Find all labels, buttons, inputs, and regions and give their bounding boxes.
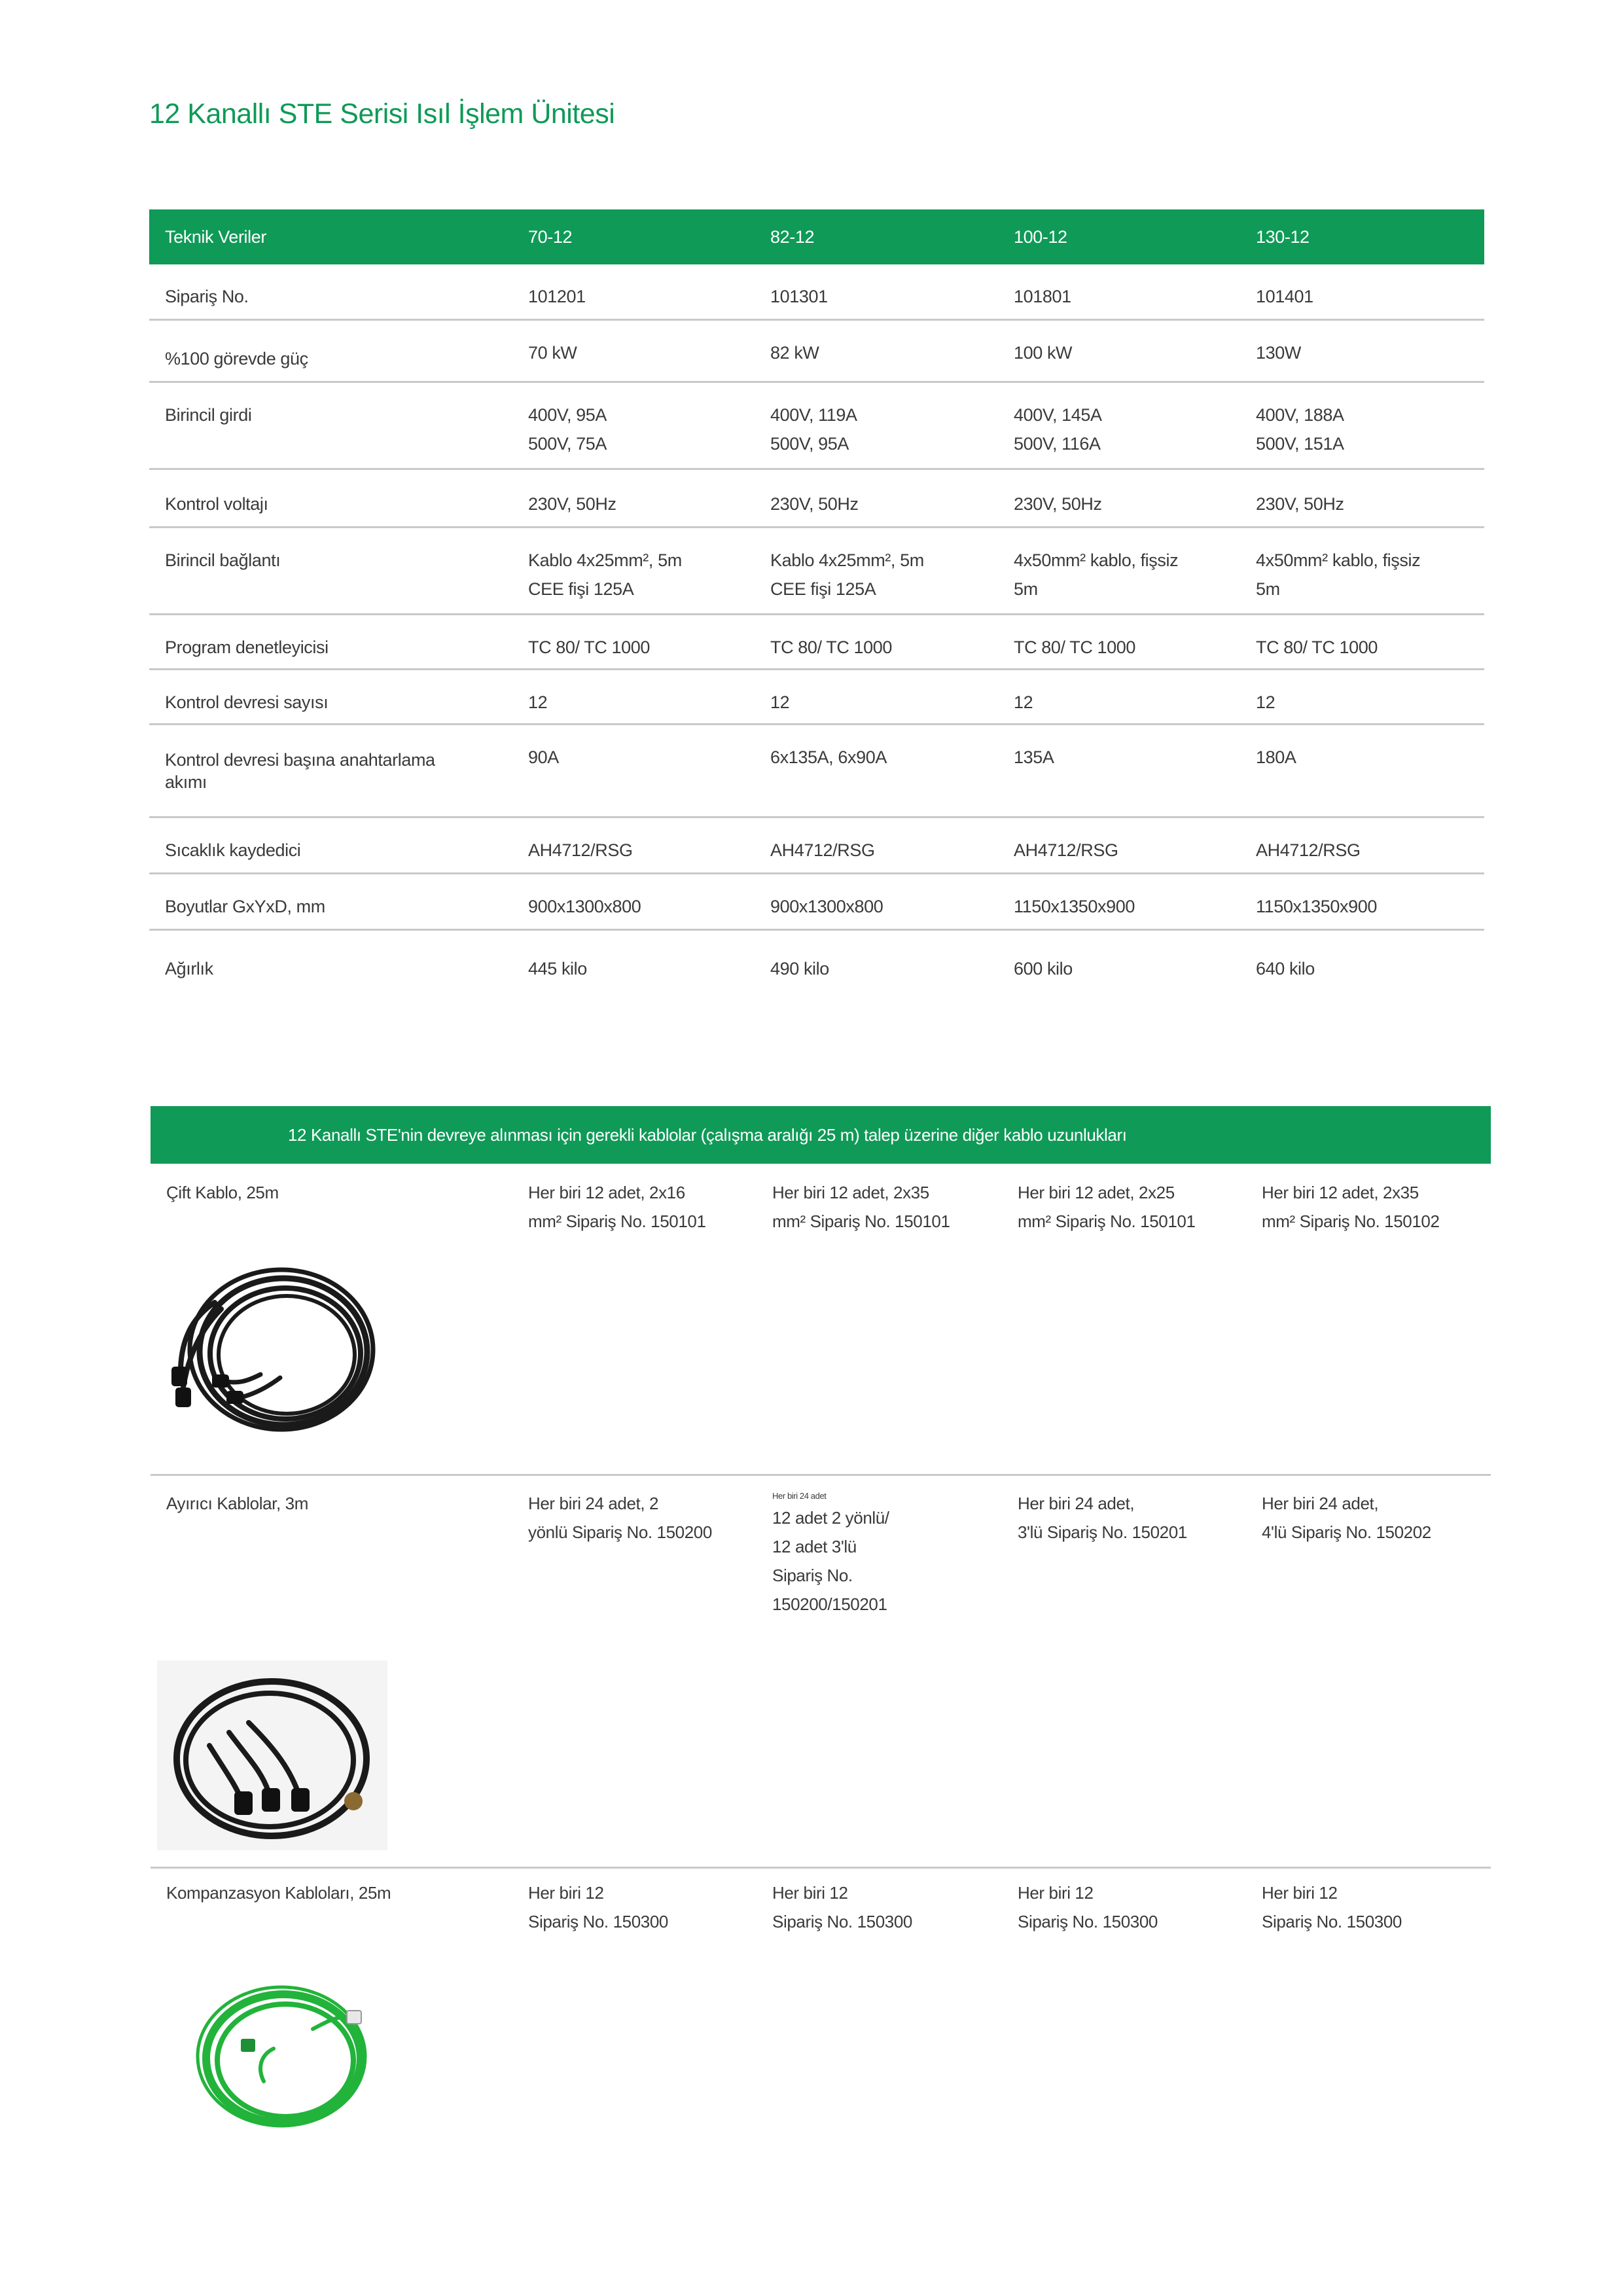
cell-line: Sipariş No. 150300 [528, 1912, 668, 1931]
table-cell: 1150x1350x900 [1240, 874, 1484, 930]
column-header: 70-12 [512, 209, 755, 264]
table-cell [1240, 528, 1484, 615]
row-label: Boyutlar GxYxD, mm [149, 874, 512, 930]
cell-line: 5m [1014, 579, 1038, 599]
label-line: akımı [165, 772, 207, 792]
table-cell: 135A [998, 725, 1240, 817]
cell-line: CEE fişi 125A [770, 579, 876, 599]
cell-line: 500V, 75A [528, 434, 607, 454]
cell-line: Her biri 12 adet, 2x35 [1262, 1183, 1419, 1202]
cable-row-compensation [151, 1878, 1491, 2140]
table-cell: 230V, 50Hz [755, 469, 998, 528]
table-cell: 445 kilo [528, 959, 587, 978]
table-cell: 12 [998, 670, 1240, 725]
table-cell: 82 kW [755, 320, 998, 382]
cell-line: Her biri 12 adet, 2x25 [1018, 1183, 1175, 1202]
row-label: Ağırlık [165, 959, 213, 978]
table-cell: 90A [512, 725, 755, 817]
table-cell: 230V, 50Hz [512, 469, 755, 528]
cell-line: 400V, 119A [770, 405, 857, 425]
table-cell: 101301 [755, 264, 998, 320]
cable-cell [772, 1878, 912, 1936]
table-cell [512, 382, 755, 469]
row-label: Birincil girdi [149, 382, 512, 469]
cell-line: 4x50mm² kablo, fişsiz [1256, 550, 1421, 570]
cell-line: 12 adet 2 yönlü/ [772, 1508, 889, 1528]
table-row [149, 817, 1484, 874]
table-cell: AH4712/RSG [1240, 817, 1484, 874]
row-divider [151, 1867, 1491, 1869]
table-cell: 640 kilo [1256, 959, 1315, 978]
column-header: Teknik Veriler [149, 209, 512, 264]
table-row [149, 670, 1484, 725]
table-cell: 6x135A, 6x90A [755, 725, 998, 817]
tiny-note: Her biri 24 adet [772, 1491, 827, 1501]
cable-cell [1018, 1178, 1196, 1236]
table-cell: AH4712/RSG [512, 817, 755, 874]
table-row [149, 382, 1484, 469]
table-row [149, 615, 1484, 670]
column-header: 130-12 [1240, 209, 1484, 264]
cell-line: Her biri 12 adet, 2x35 [772, 1183, 929, 1202]
table-cell: TC 80/ TC 1000 [998, 615, 1240, 670]
cable-cell [528, 1878, 668, 1936]
cable-cell [1018, 1489, 1187, 1547]
table-cell: 600 kilo [1014, 959, 1073, 978]
cable-label: Çift Kablo, 25m [166, 1183, 279, 1202]
cell-line: yönlü Sipariş No. 150200 [528, 1522, 712, 1542]
row-label: Program denetleyicisi [149, 615, 512, 670]
table-cell [512, 528, 755, 615]
cell-line: 400V, 145A [1014, 405, 1102, 425]
cell-line: Her biri 12 [528, 1883, 604, 1903]
black-splitter-cable-image [157, 1660, 387, 1850]
table-cell: 101801 [998, 264, 1240, 320]
cell-line: 500V, 151A [1256, 434, 1344, 454]
table-cell: 230V, 50Hz [998, 469, 1240, 528]
cell-line: mm² Sipariş No. 150101 [772, 1211, 950, 1231]
table-cell: 101401 [1240, 264, 1484, 320]
cell-line: Her biri 12 [772, 1883, 848, 1903]
table-cell: TC 80/ TC 1000 [512, 615, 755, 670]
cell-line: Her biri 12 [1262, 1883, 1338, 1903]
row-label: Sipariş No. [149, 264, 512, 320]
cell-line: Sipariş No. 150300 [1018, 1912, 1158, 1931]
row-label: Birincil bağlantı [149, 528, 512, 615]
cable-label: Ayırıcı Kablolar, 3m [166, 1494, 308, 1513]
cable-cell [528, 1489, 712, 1547]
cell-line: 12 adet 3'lü [772, 1537, 857, 1556]
table-cell: 101201 [512, 264, 755, 320]
cable-cell [772, 1178, 950, 1236]
table-cell: TC 80/ TC 1000 [755, 615, 998, 670]
table-cell: 100 kW [998, 320, 1240, 382]
cell-line: 500V, 116A [1014, 434, 1101, 454]
cell-line: 5m [1256, 579, 1280, 599]
table-cell: 900x1300x800 [512, 874, 755, 930]
cell-line: 500V, 95A [770, 434, 849, 454]
cell-line: mm² Sipariş No. 150101 [1018, 1211, 1196, 1231]
table-row [149, 264, 1484, 320]
row-label: Sıcaklık kaydedici [149, 817, 512, 874]
table-cell: 1150x1350x900 [998, 874, 1240, 930]
cell-line: Sipariş No. 150300 [772, 1912, 912, 1931]
table-cell: 490 kilo [770, 959, 829, 978]
row-divider [151, 1474, 1491, 1476]
table-cell: 900x1300x800 [755, 874, 998, 930]
cell-line: Her biri 24 adet, 2 [528, 1494, 659, 1513]
cell-line: Kablo 4x25mm², 5m [770, 550, 924, 570]
cell-line: Her biri 24 adet, [1018, 1494, 1135, 1513]
table-cell: 180A [1240, 725, 1484, 817]
cables-section-header [151, 1106, 1491, 1164]
page-title: 12 Kanallı STE Serisi Isıl İşlem Ünitesi [149, 98, 615, 130]
cell-line: 4'lü Sipariş No. 150202 [1262, 1522, 1431, 1542]
cell-line: Her biri 12 [1018, 1883, 1094, 1903]
table-cell: 12 [512, 670, 755, 725]
table-cell: 12 [755, 670, 998, 725]
column-header: 100-12 [998, 209, 1240, 264]
cable-row-splitter [151, 1489, 1491, 1869]
row-label: Kontrol voltajı [149, 469, 512, 528]
cable-cell [1262, 1878, 1402, 1936]
cable-label: Kompanzasyon Kabloları, 25m [166, 1883, 391, 1903]
cable-cell [1262, 1489, 1431, 1547]
table-cell: AH4712/RSG [998, 817, 1240, 874]
green-compensation-cable-image [195, 1977, 385, 2134]
cell-line: 4x50mm² kablo, fişsiz [1014, 550, 1179, 570]
table-cell: 230V, 50Hz [1240, 469, 1484, 528]
table-cell: AH4712/RSG [755, 817, 998, 874]
row-label: Kontrol devresi sayısı [149, 670, 512, 725]
table-cell [998, 382, 1240, 469]
table-row [149, 469, 1484, 528]
cables-header-text: 12 Kanallı STE'nin devreye alınması için gerekli kablolar (çalışma aralığı 25 m) talep üzerine diğer kablo uzunlukları [288, 1124, 1127, 1145]
table-row [149, 528, 1484, 615]
cell-line: CEE fişi 125A [528, 579, 634, 599]
table-row [149, 320, 1484, 382]
column-header: 82-12 [755, 209, 998, 264]
label-line: Kontrol devresi başına anahtarlama [165, 750, 435, 770]
table-header-row [149, 209, 1484, 264]
cable-cell [772, 1489, 889, 1619]
cable-cell [1262, 1178, 1440, 1236]
table-row [149, 930, 1484, 994]
table-cell: 130W [1240, 320, 1484, 382]
cell-line: mm² Sipariş No. 150101 [528, 1211, 706, 1231]
cell-line: 400V, 95A [528, 405, 607, 425]
table-cell [998, 528, 1240, 615]
cell-line: Kablo 4x25mm², 5m [528, 550, 682, 570]
technical-data-table [149, 209, 1484, 994]
row-label: %100 görevde güç [149, 320, 512, 382]
cable-row-double [151, 1178, 1491, 1476]
cell-line: mm² Sipariş No. 150102 [1262, 1211, 1440, 1231]
cell-line: 3'lü Sipariş No. 150201 [1018, 1522, 1187, 1542]
cell-line: 150200/150201 [772, 1594, 887, 1614]
cell-line: Sipariş No. 150300 [1262, 1912, 1402, 1931]
table-row [149, 725, 1484, 817]
cell-line: Sipariş No. [772, 1566, 853, 1585]
cable-cell [528, 1178, 706, 1236]
table-row [149, 874, 1484, 930]
cable-cell [1018, 1878, 1158, 1936]
table-cell [755, 382, 998, 469]
cell-line: Her biri 12 adet, 2x16 [528, 1183, 685, 1202]
black-cable-coil-image [162, 1263, 378, 1440]
table-cell: TC 80/ TC 1000 [1240, 615, 1484, 670]
table-cell: 12 [1240, 670, 1484, 725]
table-cell [755, 528, 998, 615]
row-label [149, 725, 512, 817]
table-cell: 70 kW [512, 320, 755, 382]
cell-line: Her biri 24 adet, [1262, 1494, 1379, 1513]
cell-line: 400V, 188A [1256, 405, 1344, 425]
table-cell [1240, 382, 1484, 469]
